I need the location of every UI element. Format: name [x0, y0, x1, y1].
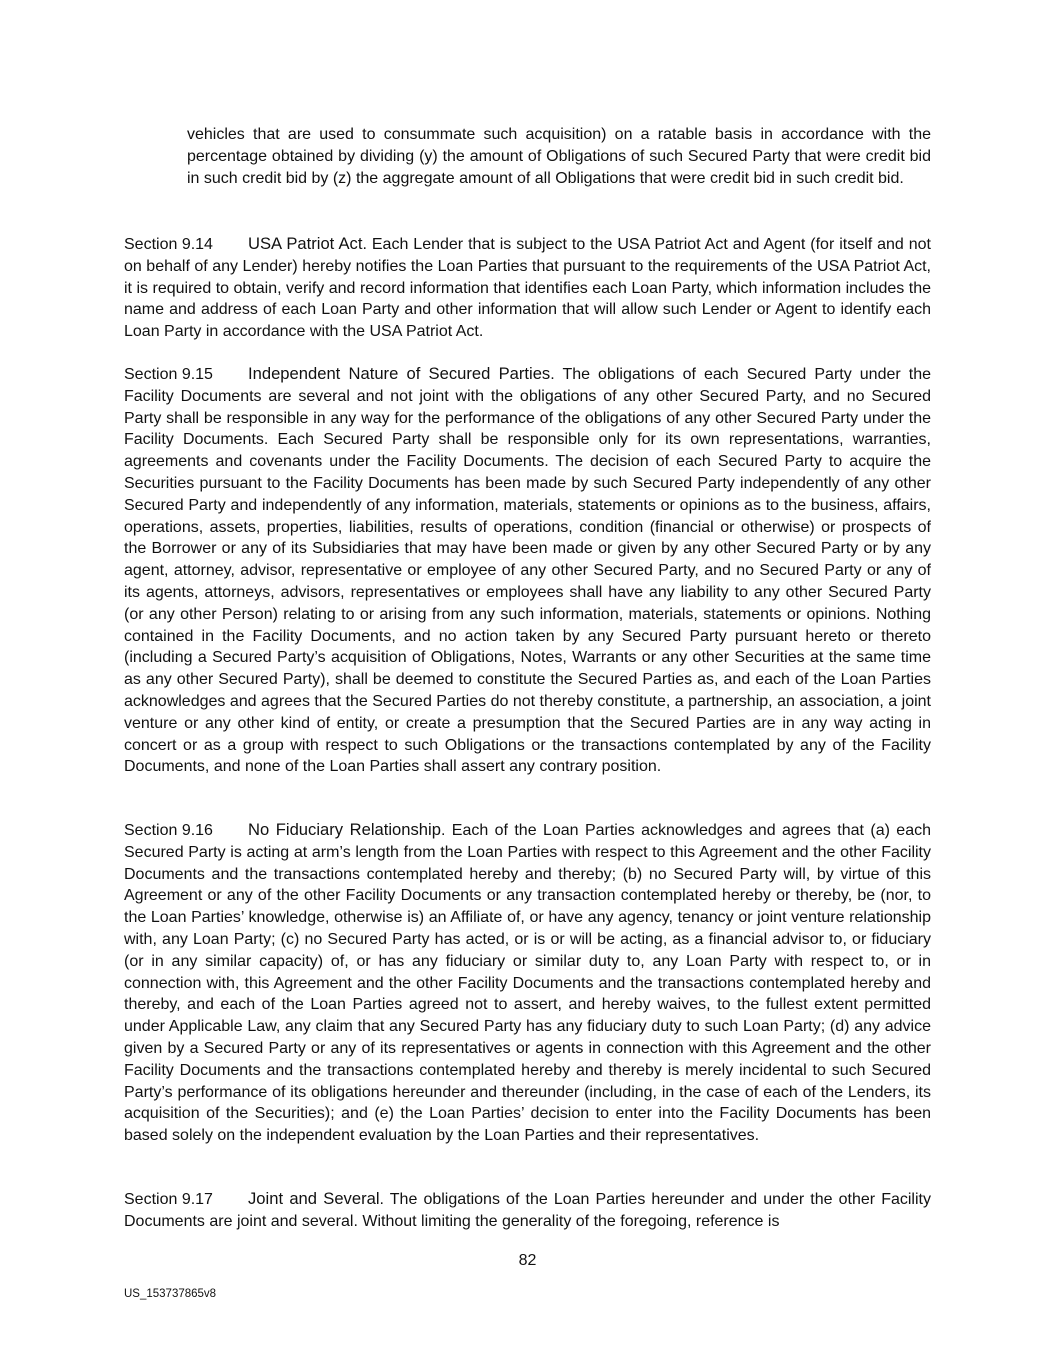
section-body: . The obligations of each Secured Party under the Facility Documents are several and not joint with the obligations of any other Secured Party, and no Secured Party shall be responsible in any way for the performance of the obligations of any other Secured Party under the Facility Documents. Each Secured Party shall be responsible only for its own representations, warranties, agreements and covenants under the Facility Documents. The decision of each Secured Party to acquire the Securities pursuant to the Facility Documents has been made by such Secured Party independently of any other Secured Party and independently of any information, materials, statements or opinions as to the business, affairs, operations, assets, properties, liabilities, results of operations, condition (financial or otherwise) or prospects of the Borrower or any of its Subsidiaries that may have been made or given by any other Secured Party or by any agent, attorney, advisor, representative or employee of any other Secured Party, and no Secured Party or any of its agents, attorneys, advisors, representatives or employees shall have any liability to any other Secured Party (or any other Person) relating to or arising from any such information, materials, statements or opinions. Nothing contained in the Facility Documents, and no action taken by any Secured Party pursuant hereto or thereto (including a Secured Party’s acquisition of Obligations, Notes, Warrants or any other Securities at the same time as any other Secured Party), shall be deemed to constitute the Secured Parties as, and each of the Loan Parties acknowledges and agrees that the Secured Parties do not thereby constitute, a partnership, an association, a joint venture or any other kind of entity, or create a presumption that the Secured Parties are in any way acting in concert or as a group with respect to such Obligations or the transactions contemplated by any of the Facility Documents, and none of the Loan Parties shall assert any contrary position.: [124, 366, 931, 776]
section-title: No Fiduciary Relationship: [248, 820, 441, 839]
section-9-17: [124, 1188, 931, 1233]
section-body: . Each Lender that is subject to the USA Patriot Act and Agent (for itself and not on behalf of any Lender) hereby notifies the Loan Parties that pursuant to the requirements of the USA Patriot Act, it is required to obtain, verify and record information that identifies each Loan Party, which information includes the name and address of each Loan Party and other information that will allow such Lender or Agent to identify each Loan Party in accordance with the USA Patriot Act.: [124, 236, 931, 341]
continuation-paragraph: vehicles that are used to consummate such acquisition) on a ratable basis in accordance with the percentage obtained by dividing (y) the amount of Obligations of such Secured Party that were credit bid in such credit bid by (z) the aggregate amount of all Obligations that were credit bid in such credit bid.: [187, 126, 931, 187]
section-9-15: [124, 363, 931, 778]
section-9-14: [124, 233, 931, 343]
page-number: 82: [518, 1252, 537, 1269]
section-body: . The obligations of the Loan Parties hereunder and under the other Facility Documents are joint and several. Without limiting the generality of the foregoing, reference is: [124, 1191, 931, 1230]
section-number: Section 9.14: [124, 236, 213, 253]
document-id: US_153737865v8: [124, 1288, 217, 1300]
section-number: Section 9.15: [124, 366, 213, 383]
section-number: Section 9.17: [124, 1191, 213, 1208]
section-9-16: [124, 819, 931, 1147]
section-title: Joint and Several: [248, 1189, 380, 1208]
section-title: Independent Nature of Secured Parties: [248, 364, 551, 383]
section-number: Section 9.16: [124, 822, 213, 839]
section-body: . Each of the Loan Parties acknowledges and agrees that (a) each Secured Party is acting at arm’s length from the Loan Parties with respect to this Agreement and the other Facility Documents and the transactions contemplated hereby and thereby; (b) no Secured Party will, by virtue of this Agreement or any of the other Facility Documents or any transaction contemplated hereby or thereby, be (nor, to the Loan Parties’ knowledge, otherwise is) an Affiliate of, or have any agency, tenancy or joint venture relationship with, any Loan Party; (c) no Secured Party has acted, or is or will be acting, as a financial advisor to, or fiduciary (or in any similar capacity) of, or has any fiduciary or similar duty to, any Loan Party with respect to, or in connection with, this Agreement and the other Facility Documents and the transactions contemplated hereby and thereby, and each of the Loan Parties agreed not to assert, and hereby waives, to the fullest extent permitted under Applicable Law, any claim that any Secured Party has any fiduciary duty to such Loan Party; (d) any advice given by a Secured Party or any of its representatives or agents in connection with this Agreement and the other Facility Documents and the transactions contemplated hereby and thereby is merely incidental to such Secured Party’s performance of its obligations hereunder and thereunder (including, in the case of each of the Lenders, its acquisition of the Securities); and (e) the Loan Parties’ decision to enter into the Facility Documents has been based solely on the independent evaluation by the Loan Parties and their representatives.: [124, 822, 931, 1145]
section-title: USA Patriot Act: [248, 234, 363, 253]
